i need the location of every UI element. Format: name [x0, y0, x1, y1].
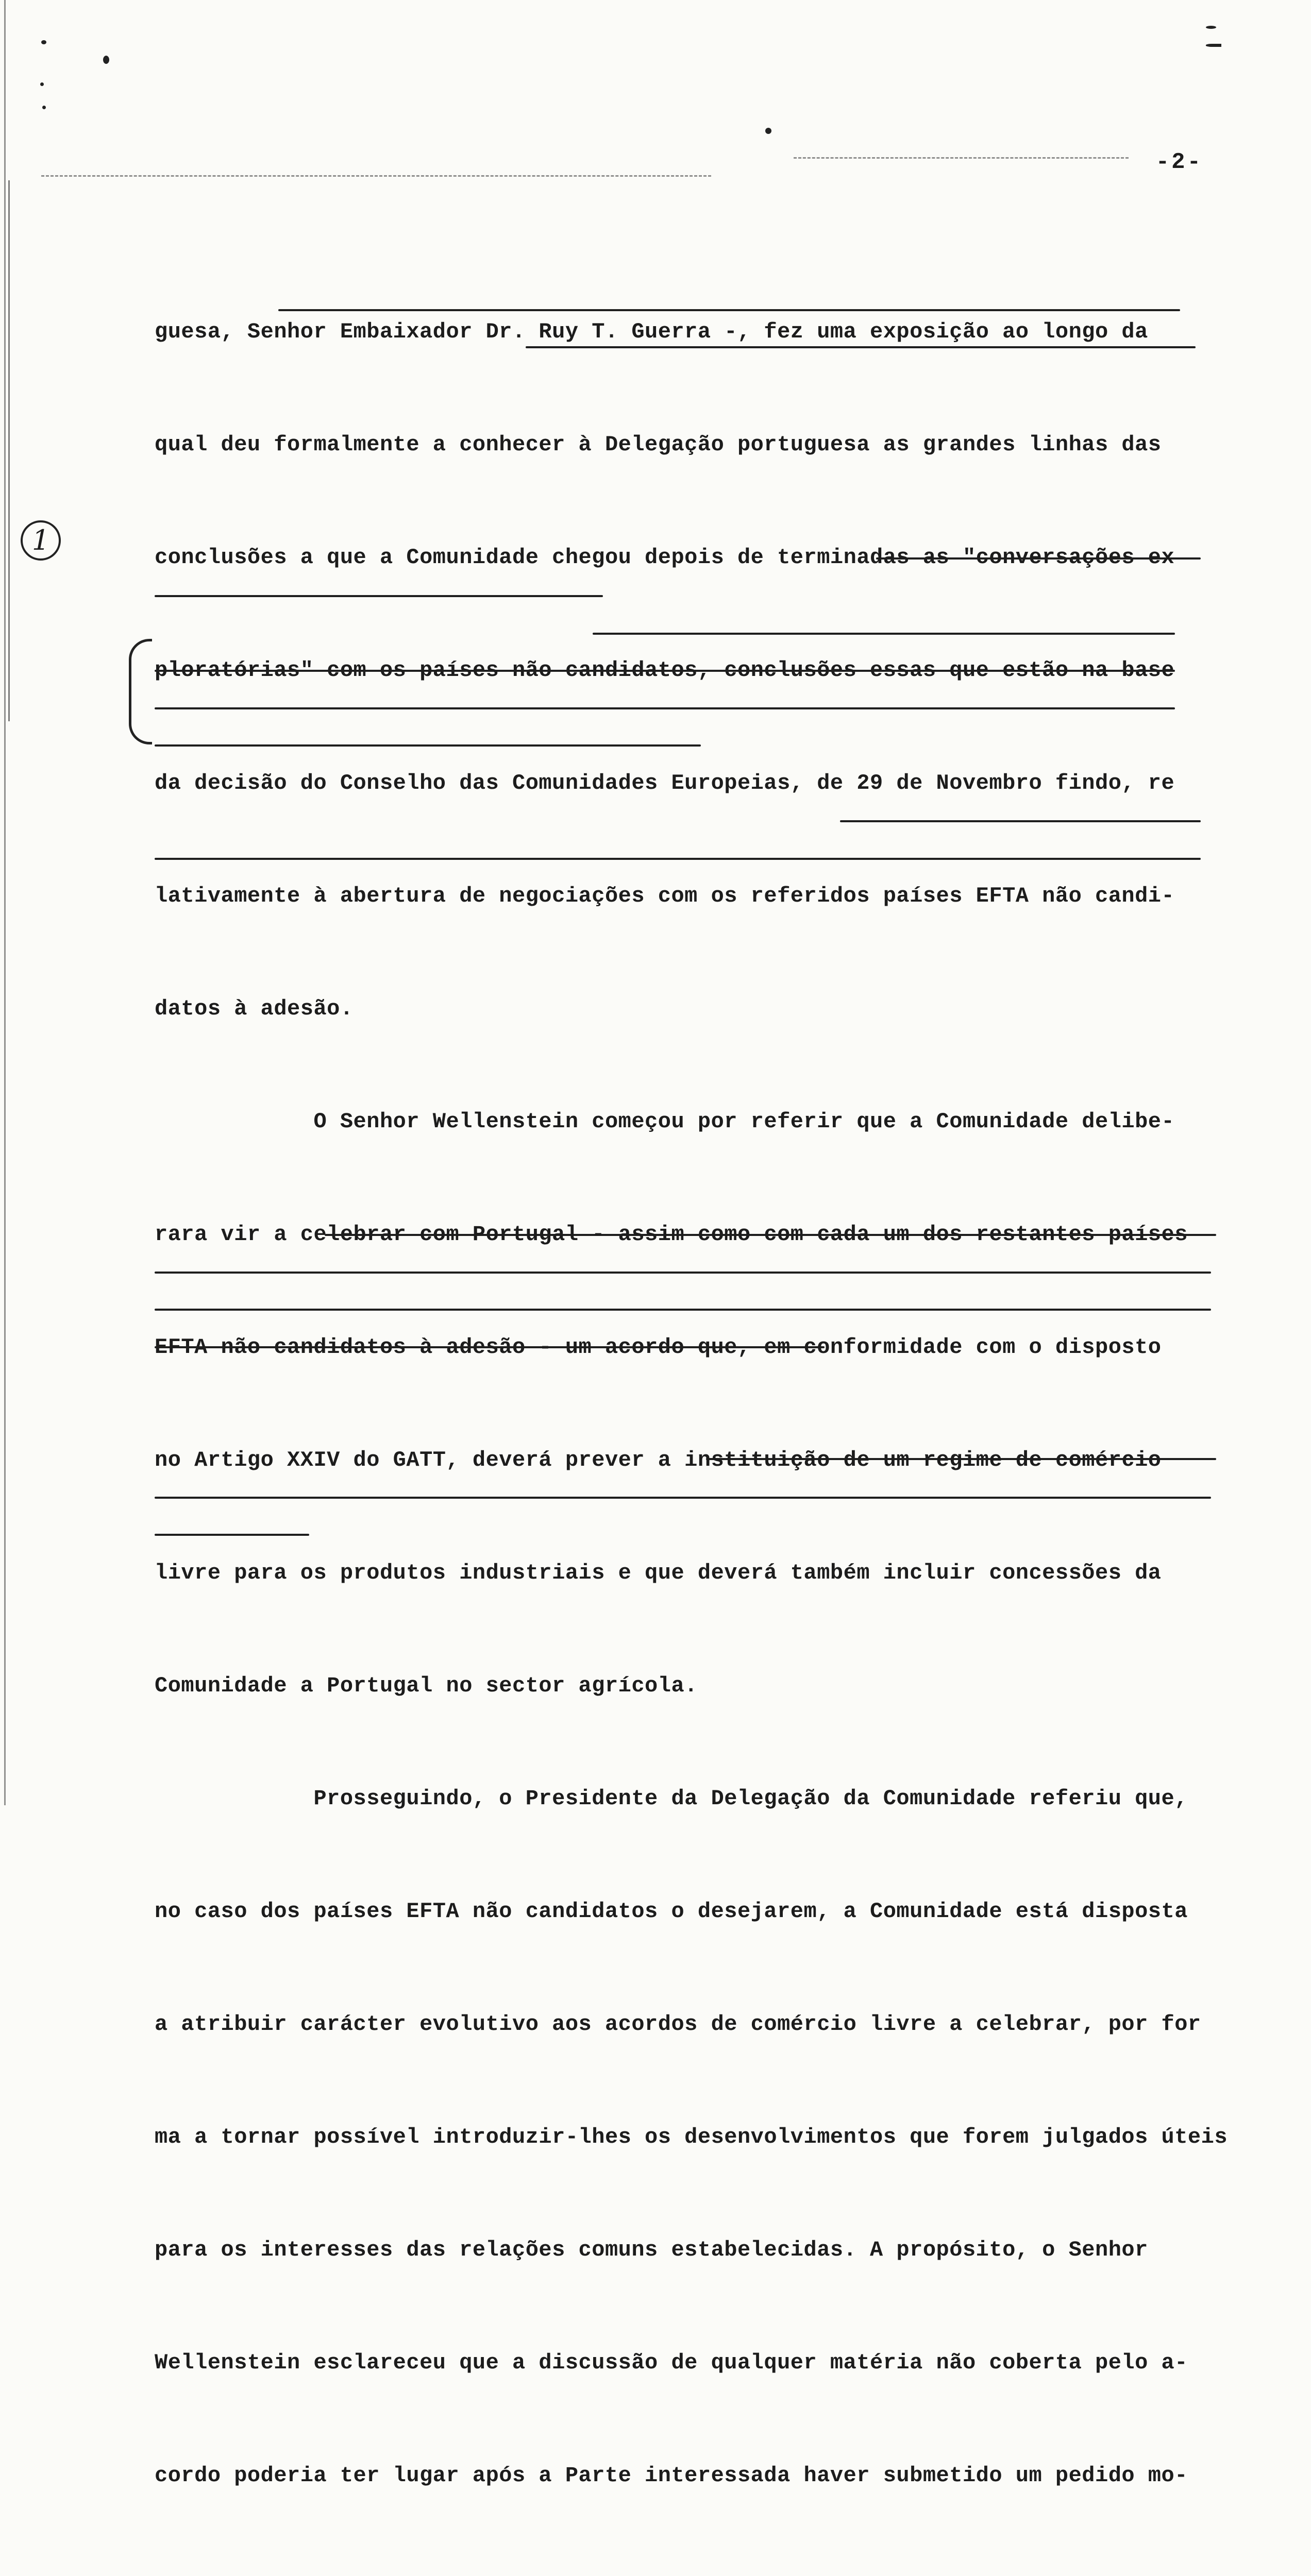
- underline: [155, 595, 603, 597]
- text-line: livre para os produtos industriais e que deverá também incluir concessões da: [155, 1561, 1162, 1585]
- text-line: cordo poderia ter lugar após a Parte interessada haver submetido um pedido mo-: [155, 2463, 1188, 2488]
- underline: [876, 557, 1201, 560]
- text-line: conclusões a que a Comunidade chegou depois de terminadas as "conversações ex: [155, 545, 1175, 570]
- text-line: [155, 2570, 1237, 2576]
- underline: [840, 820, 1201, 822]
- text-line: O Senhor Wellenstein começou por referir que a Comunidade delibe-: [155, 1109, 1175, 1134]
- scan-speck: [41, 40, 46, 44]
- scan-speck: [40, 82, 44, 86]
- text-line: ploratórias" com os países não candidatos, conclusões essas que estão na base: [155, 658, 1175, 683]
- text-line: lativamente à abertura de negociações com os referidos países EFTA não candi-: [155, 884, 1175, 908]
- underline: [155, 744, 701, 747]
- body-text: [155, 238, 1237, 2576]
- margin-bracket: [129, 639, 152, 744]
- scan-speck: [103, 56, 109, 64]
- underline: [155, 1309, 1211, 1311]
- text-line: Wellenstein esclareceu que a discussão de qualquer matéria não coberta pelo a-: [155, 2350, 1188, 2375]
- underline: [593, 633, 1175, 635]
- page-edge-shadow: [4, 0, 6, 1805]
- margin-annotation: 1: [21, 520, 61, 561]
- scan-speck: [42, 106, 46, 109]
- text-line: para os interesses das relações comuns estabelecidas. A propósito, o Senhor: [155, 2238, 1148, 2262]
- text-line: Comunidade a Portugal no sector agrícola.: [155, 1673, 698, 1698]
- underline: [155, 1272, 1211, 1274]
- underline: [706, 1458, 1216, 1460]
- text-line: datos à adesão.: [155, 996, 354, 1021]
- text-line: a atribuir carácter evolutivo aos acordos de comércio livre a celebrar, por for: [155, 2012, 1201, 2037]
- underline: [526, 346, 1196, 348]
- text-line: EFTA não candidatos à adesão - um acordo que, em conformidade com o disposto: [155, 1335, 1162, 1360]
- text-line: rara vir a celebrar com Portugal - assim como com cada um dos restantes países: [155, 1222, 1188, 1247]
- underline: [155, 1497, 1211, 1499]
- scan-speck: [765, 128, 771, 134]
- header-rule-left: [41, 175, 711, 177]
- scan-speck: [1206, 44, 1221, 47]
- text-line: qual deu formalmente a conhecer à Delegação portuguesa as grandes linhas das: [155, 432, 1162, 457]
- text-line: ma a tornar possível introduzir-lhes os desenvolvimentos que forem julgados úteis: [155, 2125, 1228, 2149]
- underline: [155, 1534, 309, 1536]
- page-number: -2-: [1155, 149, 1203, 175]
- text-line: no Artigo XXIV do GATT, deverá prever a instituição de um regime de comércio: [155, 1448, 1162, 1472]
- underline: [155, 858, 1201, 860]
- underline: [155, 707, 1175, 709]
- text-line: no caso dos países EFTA não candidatos o desejarem, a Comunidade está disposta: [155, 1899, 1188, 1924]
- text-line: Prosseguindo, o Presidente da Delegação da Comunidade referiu que,: [155, 1786, 1188, 1811]
- header-rule-right: [794, 157, 1129, 159]
- underline: [278, 309, 1180, 311]
- text-line: da decisão do Conselho das Comunidades Europeias, de 29 de Novembro findo, re: [155, 771, 1175, 795]
- underline: [155, 670, 1175, 672]
- text-line: guesa, Senhor Embaixador Dr. Ruy T. Guerra -, fez uma exposição ao longo da: [155, 319, 1148, 344]
- underline: [155, 1346, 825, 1348]
- page-edge-mark: [8, 180, 10, 721]
- underline: [325, 1234, 1216, 1236]
- scan-speck: [1206, 26, 1216, 29]
